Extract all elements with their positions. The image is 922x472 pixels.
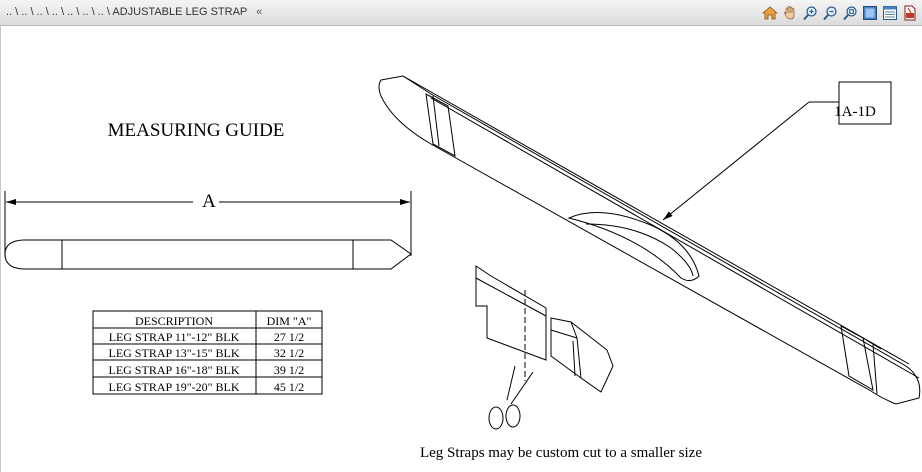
- home-icon[interactable]: [761, 4, 778, 21]
- collapse-button[interactable]: «: [256, 6, 263, 18]
- pdf-icon[interactable]: [901, 4, 918, 21]
- table-row-description: LEG STRAP 11"-12" BLK: [108, 330, 240, 344]
- table-row-description: LEG STRAP 13"-15" BLK: [108, 346, 240, 360]
- table-row-dim: 27 1/2: [273, 330, 305, 344]
- thumbnails-icon[interactable]: [881, 4, 898, 21]
- table-row-description: LEG STRAP 16"-18" BLK: [108, 363, 240, 377]
- single-page-icon[interactable]: [861, 4, 878, 21]
- hand-pan-icon[interactable]: [781, 4, 798, 21]
- breadcrumb-path[interactable]: .. \ .. \ .. \ .. \ .. \ .. \ .. \ ADJUSTABLE LEG STRAP: [6, 6, 248, 18]
- table-row-dim: 39 1/2: [273, 363, 305, 377]
- flat-strap: [5, 240, 411, 269]
- table-header-description: DESCRIPTION: [134, 314, 214, 328]
- dimension-a: [5, 191, 411, 256]
- table-row-dim: 32 1/2: [273, 346, 305, 360]
- scissors-icon: [489, 366, 533, 429]
- caption: Leg Straps may be custom cut to a smaller size: [419, 445, 703, 461]
- callout-label: 1A-1D: [834, 104, 876, 120]
- document-viewer[interactable]: [0, 26, 922, 472]
- toolbar-buttons: [761, 4, 918, 21]
- zoom-out-icon[interactable]: [821, 4, 838, 21]
- drawing-title: MEASURING GUIDE: [107, 120, 285, 141]
- dimension-label: A: [202, 191, 216, 212]
- table-header-dim: DIM "A": [266, 314, 312, 328]
- zoom-fit-icon[interactable]: [841, 4, 858, 21]
- breadcrumb: [6, 6, 262, 18]
- callout: [663, 82, 891, 220]
- cut-detail: [476, 266, 613, 392]
- table-row-description: LEG STRAP 19"-20" BLK: [108, 380, 240, 394]
- technical-drawing: [1, 26, 922, 472]
- viewer-toolbar: [0, 0, 922, 26]
- table-row-dim: 45 1/2: [273, 380, 305, 394]
- zoom-in-icon[interactable]: [801, 4, 818, 21]
- size-table-text: [108, 314, 311, 394]
- isometric-strap: [379, 76, 920, 404]
